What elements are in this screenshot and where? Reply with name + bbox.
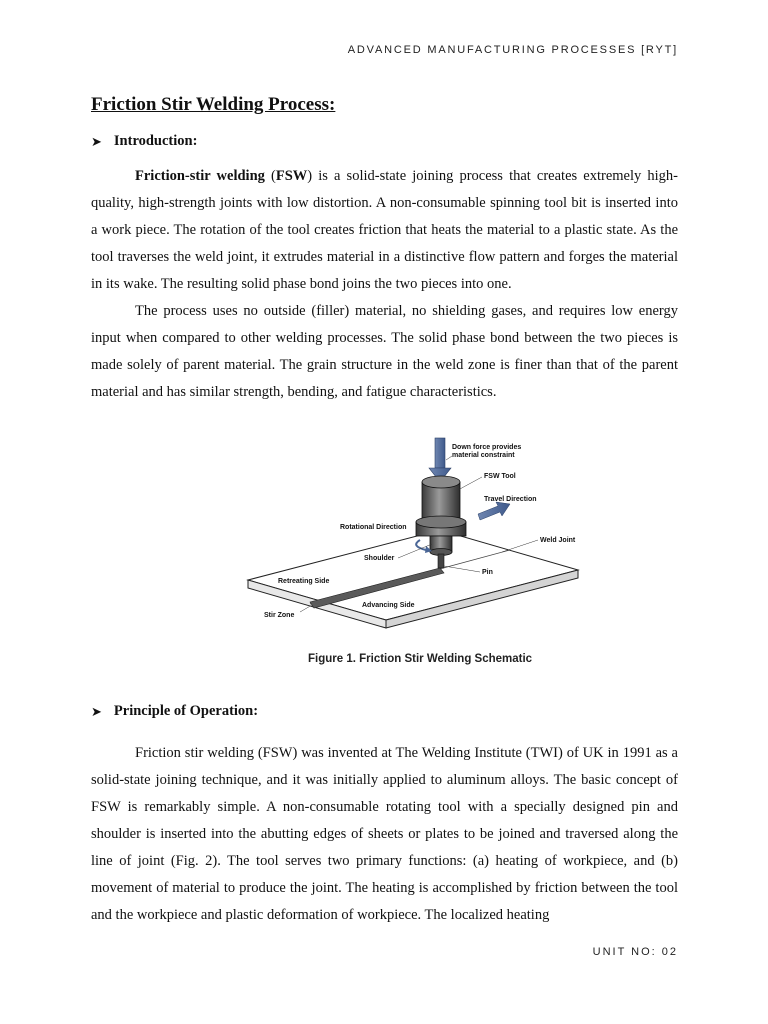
- tool-top: [422, 476, 460, 488]
- tool-collar-top: [416, 516, 466, 528]
- principle-heading-text: Principle of Operation:: [113, 703, 259, 719]
- label-advancing-side: Advancing Side: [362, 602, 415, 609]
- introduction-paragraph-1: [91, 163, 678, 298]
- label-down-force-2: material constraint: [452, 452, 515, 459]
- fsw-schematic-svg: [240, 432, 580, 632]
- label-fsw-tool: FSW Tool: [484, 473, 516, 480]
- lead-abbreviation: FSW: [275, 168, 308, 184]
- label-rotational-direction: Rotational Direction: [340, 524, 407, 531]
- principle-heading: [91, 703, 258, 720]
- travel-direction-arrow: [478, 502, 510, 520]
- figure-caption: Figure 1. Friction Stir Welding Schematic: [308, 653, 533, 665]
- label-down-force: Down force provides: [452, 444, 522, 451]
- introduction-heading: [91, 133, 197, 150]
- running-header: ADVANCED MANUFACTURING PROCESSES [RYT]: [347, 44, 678, 56]
- arrow-bullet-icon: ➤: [91, 133, 102, 149]
- lead-term: Friction-stir welding: [135, 168, 265, 184]
- label-stir-zone: Stir Zone: [264, 612, 295, 619]
- fsw-schematic-figure: [240, 432, 580, 632]
- arrow-bullet-icon: ➤: [91, 703, 102, 719]
- introduction-paragraph-2: The process uses no outside (filler) material, no shielding gases, and requires low energy input when compared to other welding processes. The solid phase bond between the two pieces is made solely of parent material. The grain structure in the weld zone is finer than that of the parent material and has similar strength, bending, and fatigue characteristics.: [91, 303, 678, 400]
- label-pin: Pin: [482, 569, 493, 576]
- label-weld-joint: Weld Joint: [540, 537, 576, 544]
- down-force-arrow-shaft: [435, 438, 445, 468]
- label-shoulder: Shoulder: [364, 555, 395, 562]
- lead-rest: ) is a solid-state joining process that creates extremely high-quality, high-strength joints with low distortion. A non-consumable spinning tool bit is inserted into a work piece. The rotation of the tool creates friction that heats the material to a plastic state. As the tool traverses the weld joint, it extrudes material in a distinctive flow pattern and forges the material in its wake. The resulting solid phase bond joins the two pieces into one.: [91, 168, 678, 292]
- introduction-body: [91, 163, 678, 406]
- page-title: Friction Stir Welding Process:: [91, 94, 336, 115]
- principle-paragraph: Friction stir welding (FSW) was invented at The Welding Institute (TWI) of UK in 1991 as a solid-state joining technique, and it was initially applied to aluminum alloys. The basic concept of FSW is remarkably simple. A non-consumable rotating tool with a specially designed pin and shoulder is inserted into the abutting edges of sheets or plates to be joined and traversed along the line of joint (Fig. 2). The tool serves two primary functions: (a) heating of workpiece, and (b) movement of material to produce the joint. The heating is accomplished by friction between the tool and the workpiece and plastic deformation of workpiece. The localized heating: [91, 745, 678, 923]
- lead-paren: (: [264, 168, 276, 184]
- principle-body: [91, 740, 678, 929]
- label-retreating-side: Retreating Side: [278, 578, 330, 585]
- tool-pin: [438, 554, 444, 568]
- label-travel-direction: Travel Direction: [484, 496, 537, 503]
- introduction-heading-text: Introduction:: [113, 133, 198, 149]
- page-footer: UNIT NO: 02: [592, 946, 678, 958]
